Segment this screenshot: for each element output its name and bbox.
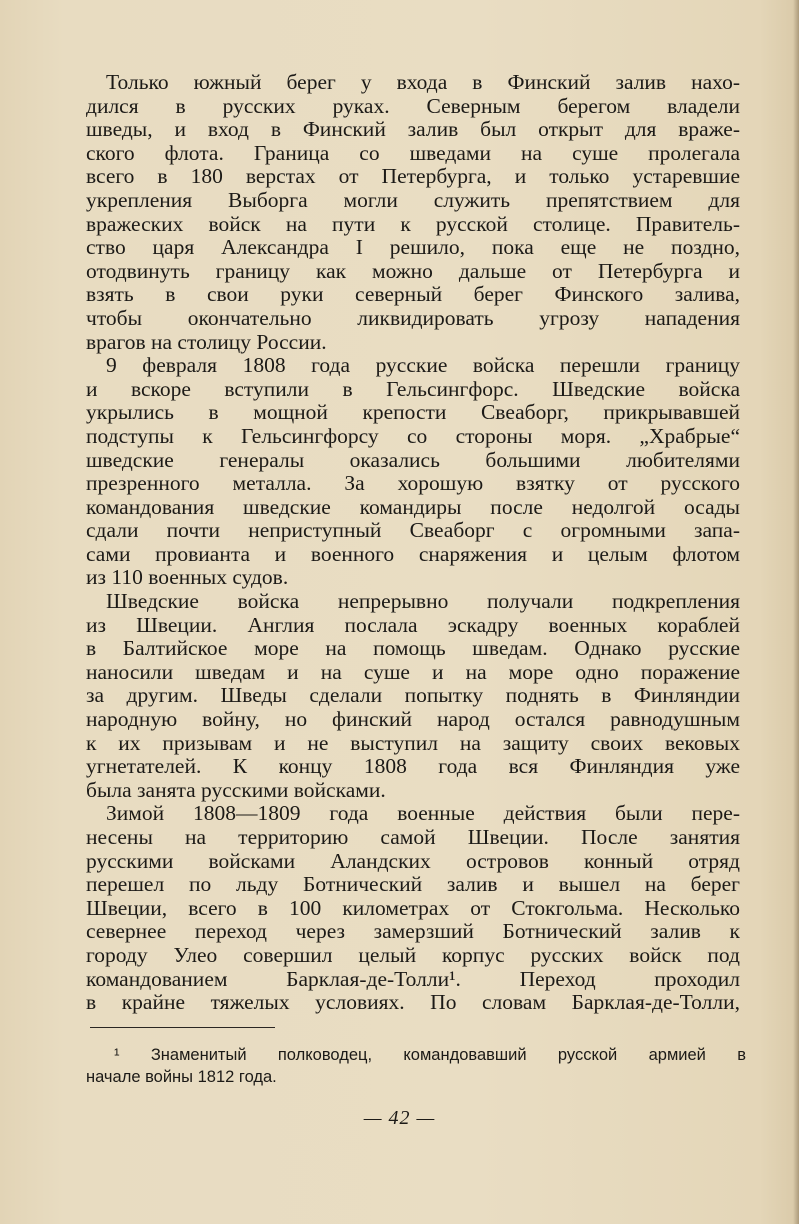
text-line: ского флота. Граница со шведами на суше пролегала <box>86 140 740 165</box>
text-line: командованием Барклая-де-Толли¹. Переход проходил <box>86 966 740 991</box>
text-line: всего в 180 верстах от Петербурга, и только устаревшие <box>86 164 740 189</box>
text-line: и вскоре вступили в Гельсингфорс. Шведские войска <box>86 376 740 401</box>
text-line: Только южный берег у входа в Финский залив нахо- <box>106 70 740 94</box>
text-line: в Балтийское море на помощь шведам. Однако русские <box>86 636 740 661</box>
text-line: врагов на столицу России. <box>86 329 327 354</box>
text-line: отодвинуть границу как можно дальше от Петербурга и <box>86 258 740 283</box>
text-line: из 110 военных судов. <box>86 565 289 590</box>
text-line: Швеции, всего в 100 километрах от Стокгольма. Несколько <box>86 895 740 920</box>
text-line: угнетателей. К концу 1808 года вся Финляндия уже <box>86 754 740 779</box>
text-line: перешел по льду Ботнический залив и вышел на берег <box>86 872 740 897</box>
text-line: ство царя Александра I решило, пока еще не поздно, <box>86 235 740 260</box>
page-number: — 42 — <box>363 1107 436 1129</box>
footnote-divider <box>90 1027 275 1028</box>
text-line: наносили шведам и на суше и на море одно поражение <box>86 659 740 684</box>
text-line: сдали почти неприступный Свеаборг с огромными запа- <box>86 518 740 543</box>
footnote <box>86 1044 746 1088</box>
text-line: 9 февраля 1808 года русские войска перешли границу <box>106 353 740 378</box>
text-line: несены на территорию самой Швеции. После занятия <box>86 825 740 849</box>
text-line: в крайне тяжелых условиях. По словам Барклая-де-Толли, <box>86 990 740 1015</box>
text-line: взять в свои руки северный берег Финского залива, <box>86 282 740 307</box>
footnote-line: ¹ Знаменитый полководец, командовавший русской армией в <box>114 1046 746 1064</box>
text-line: была занята русскими войсками. <box>86 777 386 802</box>
text-line: Зимой 1808—1809 года военные действия были пере- <box>106 801 740 826</box>
text-line: к их призывам и не выступил на защиту своих вековых <box>86 730 740 755</box>
page-edge-shadow <box>793 0 799 1224</box>
text-line: укрылись в мощной крепости Свеаборг, прикрывавшей <box>86 400 740 425</box>
text-line: из Швеции. Англия послала эскадру военных кораблей <box>86 612 740 637</box>
main-text <box>86 71 740 1015</box>
text-line: за другим. Шведы сделали попытку поднять в Финляндии <box>86 683 740 708</box>
text-line: Шведские войска непрерывно получали подкрепления <box>106 589 740 614</box>
text-line: вражеских войск на пути к русской столице. Правитель- <box>86 211 740 236</box>
text-line: командования шведские командиры после недолгой осады <box>86 494 740 519</box>
text-line: сами провианта и военного снаряжения и целым флотом <box>86 541 740 566</box>
text-line: шведские генералы оказались большими любителями <box>86 447 740 472</box>
text-line: шведы, и вход в Финский залив был открыт для враже- <box>86 117 740 142</box>
text-line: севернее переход через замерзший Ботнический залив к <box>86 919 740 944</box>
text-line: презренного металла. За хорошую взятку от русского <box>86 471 740 496</box>
text-line: народную войну, но финский народ остался равнодушным <box>86 707 740 732</box>
text-line: подступы к Гельсингфорсу со стороны моря. „Храбрые“ <box>86 423 740 448</box>
footnote-line: начале войны 1812 года. <box>86 1068 277 1086</box>
text-line: чтобы окончательно ликвидировать угрозу нападения <box>86 305 740 330</box>
text-line: дился в русских руках. Северным берегом владели <box>86 93 740 118</box>
text-line: русскими войсками Аландских островов конный отряд <box>86 848 740 873</box>
text-line: городу Улео совершил целый корпус русских войск под <box>86 942 740 967</box>
text-line: укрепления Выборга могли служить препятствием для <box>86 187 740 212</box>
